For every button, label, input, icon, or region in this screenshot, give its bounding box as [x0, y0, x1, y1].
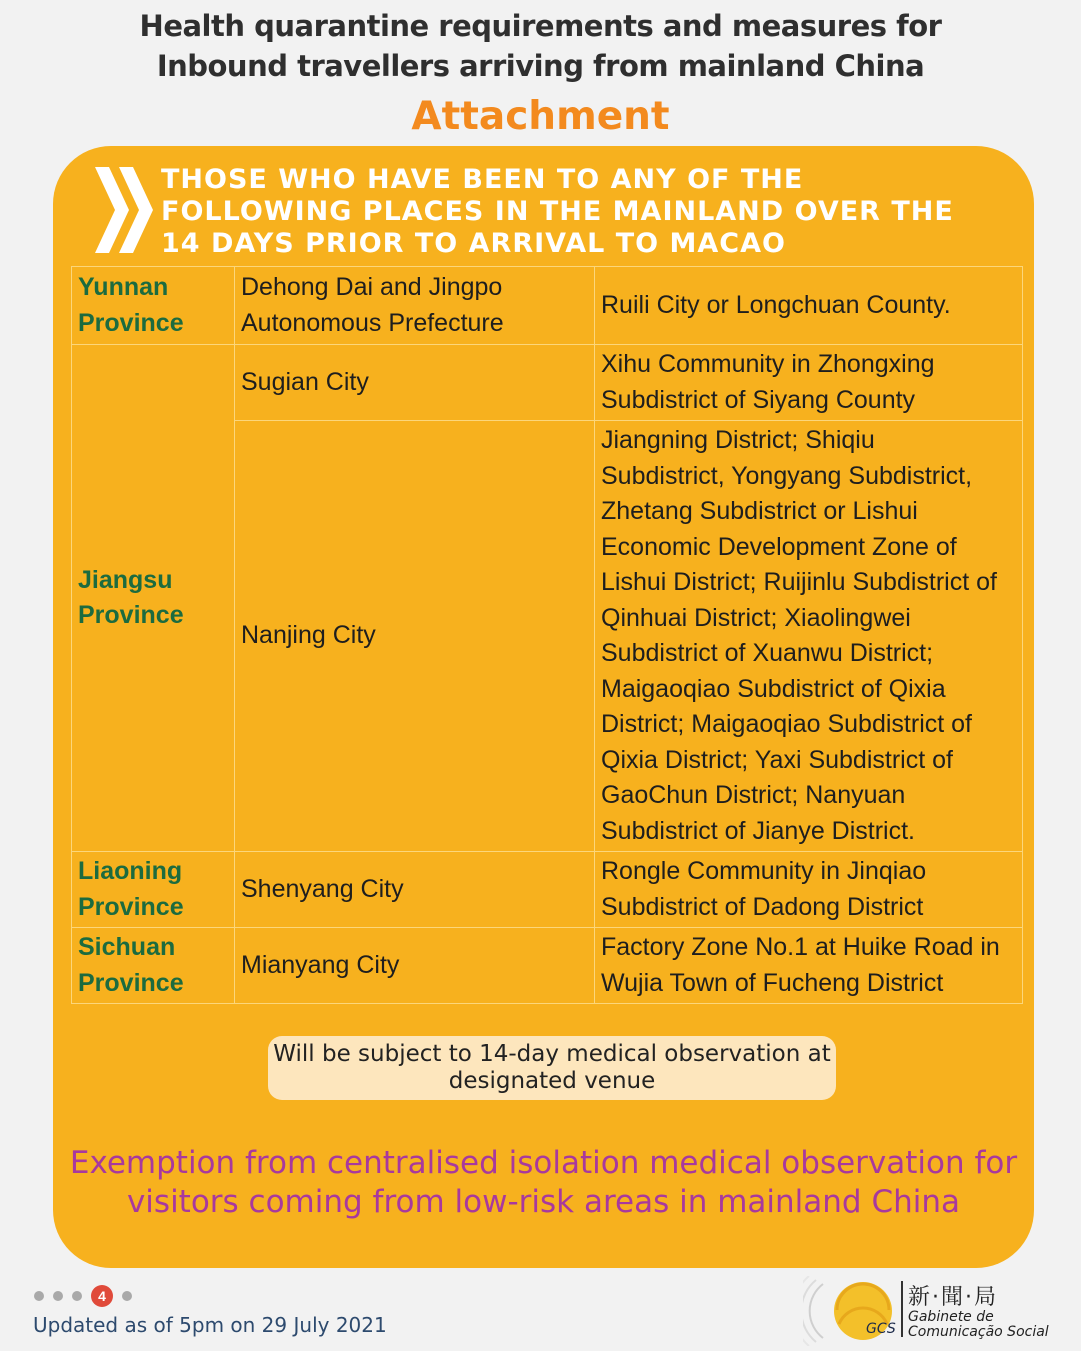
observation-note	[268, 1036, 836, 1100]
province-cell	[72, 267, 235, 345]
table-row	[72, 267, 1023, 345]
logo-chinese-name: 新·聞·局	[908, 1285, 998, 1310]
city-line: Nanjing City	[241, 621, 376, 650]
area-line: Subdistrict of Jianye District.	[601, 816, 915, 845]
page-title	[0, 6, 1081, 86]
logo-divider	[901, 1281, 903, 1337]
areas-cell	[595, 421, 1023, 852]
city-line: Autonomous Prefecture	[241, 308, 504, 337]
exemption-link[interactable]	[60, 1144, 1027, 1222]
city-cell	[235, 345, 595, 421]
areas-cell	[595, 267, 1023, 345]
city-line: Sugian City	[241, 367, 369, 396]
city-cell	[235, 928, 595, 1004]
table-row	[72, 852, 1023, 928]
logo-portuguese-line-2: Comunicação Social	[908, 1324, 1049, 1340]
heading-line-3: 14 DAYS PRIOR TO ARRIVAL TO MACAO	[161, 228, 786, 259]
areas-cell	[595, 852, 1023, 928]
province-suffix: Province	[78, 968, 184, 997]
city-cell	[235, 421, 595, 852]
areas-cell	[595, 928, 1023, 1004]
area-line: Wujia Town of Fucheng District	[601, 968, 944, 997]
areas-cell	[595, 345, 1023, 421]
area-line: Subdistrict of Siyang County	[601, 385, 916, 414]
exemption-line-2: visitors coming from low-risk areas in mainland China	[126, 1184, 961, 1220]
title-line-2: Inbound travellers arriving from mainland China	[156, 49, 925, 83]
province-cell	[72, 852, 235, 928]
area-line: Factory Zone No.1 at Huike Road in	[601, 933, 1000, 961]
area-line: Ruili City or Longchuan County.	[601, 290, 951, 319]
area-line: Maigaoqiao Subdistrict of Qixia	[601, 674, 946, 703]
area-line: GaoChun District; Nanyuan	[601, 781, 906, 809]
province-suffix: Province	[78, 601, 184, 629]
city-line: Mianyang City	[241, 950, 400, 979]
area-line: Economic Development Zone of	[601, 532, 957, 561]
page-indicator	[34, 1284, 132, 1308]
gcs-logo-icon	[803, 1276, 903, 1346]
attachment-subtitle: Attachment	[411, 94, 670, 139]
area-line: Zhetang Subdistrict or Lishui	[601, 497, 918, 525]
table-row	[72, 345, 1023, 421]
area-line: Xihu Community in Zhongxing	[601, 350, 935, 378]
places-heading	[161, 164, 1021, 260]
heading-line-1: THOSE WHO HAVE BEEN TO ANY OF THE	[161, 164, 804, 195]
area-line: Rongle Community in Jinqiao	[601, 857, 927, 885]
city-line: Dehong Dai and Jingpo	[241, 273, 503, 301]
logo-portuguese-line-1: Gabinete de	[908, 1309, 994, 1325]
page-dot-2[interactable]	[53, 1291, 63, 1301]
province-suffix: Province	[78, 308, 184, 337]
area-line: District; Maigaoqiao Subdistrict of	[601, 710, 972, 738]
note-line-2: designated venue	[448, 1068, 656, 1094]
places-table	[71, 266, 1023, 1004]
province-suffix: Province	[78, 892, 184, 921]
area-line: Jiangning District; Shiqiu	[601, 426, 875, 454]
province-name: Yunnan	[78, 273, 169, 301]
province-name: Sichuan	[78, 933, 176, 961]
area-line: Qixia District; Yaxi Subdistrict of	[601, 745, 953, 774]
logo-mark-text: GCS	[866, 1321, 896, 1337]
province-cell	[72, 928, 235, 1004]
city-line: Shenyang City	[241, 874, 404, 903]
area-line: Subdistrict, Yongyang Subdistrict,	[601, 461, 973, 490]
city-cell	[235, 852, 595, 928]
city-cell	[235, 267, 595, 345]
area-line: Lishui District; Ruijinlu Subdistrict of	[601, 568, 997, 596]
note-line-1: Will be subject to 14-day medical observation at	[273, 1041, 831, 1067]
updated-timestamp: Updated as of 5pm on 29 July 2021	[33, 1313, 387, 1337]
double-chevron-right-icon	[95, 167, 155, 253]
heading-line-2: FOLLOWING PLACES IN THE MAINLAND OVER THE	[161, 196, 954, 227]
area-line: Qinhuai District; Xiaolingwei	[601, 603, 911, 632]
province-name: Jiangsu	[78, 565, 173, 594]
exemption-line-1: Exemption from centralised isolation medical observation for	[69, 1145, 1018, 1181]
province-cell	[72, 345, 235, 852]
area-line: Subdistrict of Xuanwu District;	[601, 639, 934, 667]
title-line-1: Health quarantine requirements and measures for	[139, 9, 942, 43]
page-dot-current[interactable]: 4	[91, 1285, 113, 1307]
page-dot-5[interactable]	[122, 1291, 132, 1301]
province-name: Liaoning	[78, 857, 183, 885]
area-line: Subdistrict of Dadong District	[601, 892, 924, 921]
table-row	[72, 928, 1023, 1004]
page-dot-1[interactable]	[34, 1291, 44, 1301]
page-dot-3[interactable]	[72, 1291, 82, 1301]
